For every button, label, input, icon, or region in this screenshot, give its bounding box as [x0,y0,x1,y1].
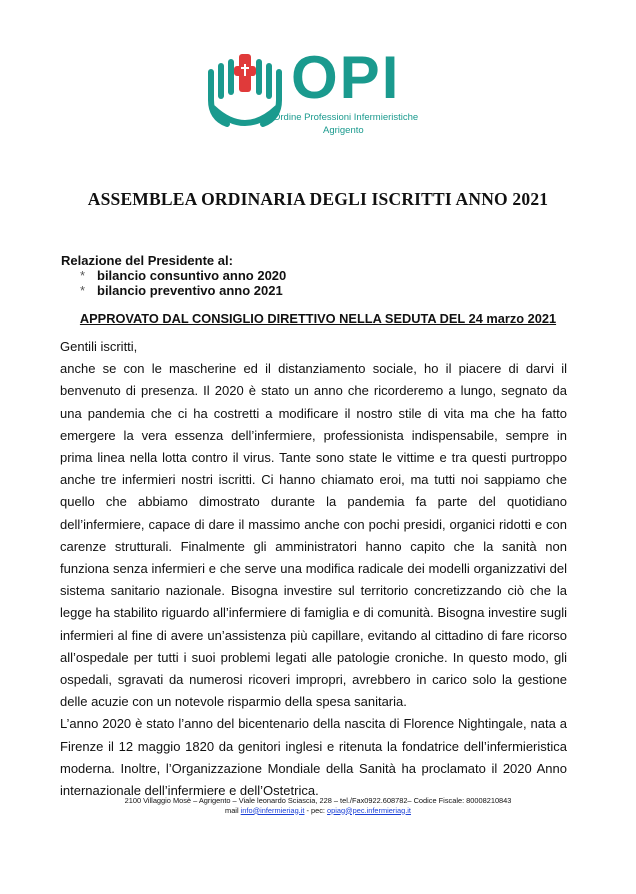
logo-wordmark: OPI [291,44,401,111]
footer-contacts [0,806,636,816]
document-title: ASSEMBLEA ORDINARIA DEGLI ISCRITTI ANNO 2021 [87,189,549,209]
report-heading: Relazione del Presidente al: [61,253,233,268]
footer-address: 2100 Villaggio Mosè – Agrigento – Viale leonardo Sciascia, 228 – tel./Fax0922.608782– Codice Fiscale: 80008210843 [124,796,512,805]
logo-city: Agrigento [323,125,364,136]
report-section [61,253,286,298]
list-item [80,268,286,283]
bullet-icon: * [80,268,86,283]
pec-link[interactable]: opiag@pec.infermieriag.it [327,805,411,815]
approval-note: APPROVATO DAL CONSIGLIO DIRETTIVO NELLA SEDUTA DEL 24 marzo 2021 [79,311,557,326]
opi-logo [205,44,425,144]
paragraph: L’anno 2020 è stato l’anno del bicentenario della nascita di Florence Nightingale, nata a Firenze il 12 maggio 1820 da genitori inglesi e ritenuta la fondatrice dell’infermieristica moderna. Inoltre, l’Organizzazione Mondiale della Sanità ha proclamato il 2020 Anno internazionale dell’infermiere e dell’Ostetrica. [60,716,567,799]
report-list [61,268,286,298]
list-item-text: bilancio consuntivo anno 2020 [97,268,287,283]
paragraph: anche se con le mascherine ed il distanziamento sociale, ho il piacere di darvi il benvenuto di presenza. Il 2020 è stato un anno che ricorderemo a lungo, segnato da una pandemia che ci ha costretti a modificare il nostro stile di vita ma che ha fatto emergere la vera essenza dell’infermiere, professionista indispensabile, sempre in prima linea nella lotta contro il virus. Tante sono state le vittime e tra questi purtroppo anche tre infermieri nostri iscritti. Ci hanno chiamato eroi, ma tutti noi sappiamo che quello che abbiamo dimostrato durante la pandemia fa parte del quotidiano dell’infermiere, capace di dare il massimo anche con pochi presidi, organici ridotti e con carenze strutturali. Finalmente gli amministratori hanno capito che la sanità non funziona senza infermieri e che serve una modifica radicale dei modelli organizzativi del sistema sanitario nazionale. Bisogna investire sul territorio concretizzando ciò che la legge ha stabilito riguardo all’infermiere di famiglia e di comunità. Bisogna investire sugli infermieri al fine di avere un’assistenza più capillare, evitando al cittadino di fare ricorso all’ospedale per tutti i suoi problemi legati alle patologie croniche. In questo modo, gli ospedali, sgravati da numerosi ricoveri impropri, avrebbero in carico solo la gestione delle acuzie con un notevole risparmio della spesa sanitaria. [60,361,567,710]
greeting: Gentili iscritti, [60,339,138,354]
bullet-icon: * [80,283,86,298]
list-item-text: bilancio preventivo anno 2021 [97,283,283,298]
mail-label: mail [225,805,239,815]
logo-subtitle: Ordine Professioni Infermieristiche [273,112,419,123]
hands-cross-icon [205,52,285,144]
mail-link[interactable]: info@infermieriag.it [240,805,305,815]
pec-label: - pec: [306,805,325,815]
letter-body [60,336,567,802]
page-footer [0,796,636,815]
list-item [80,283,286,298]
